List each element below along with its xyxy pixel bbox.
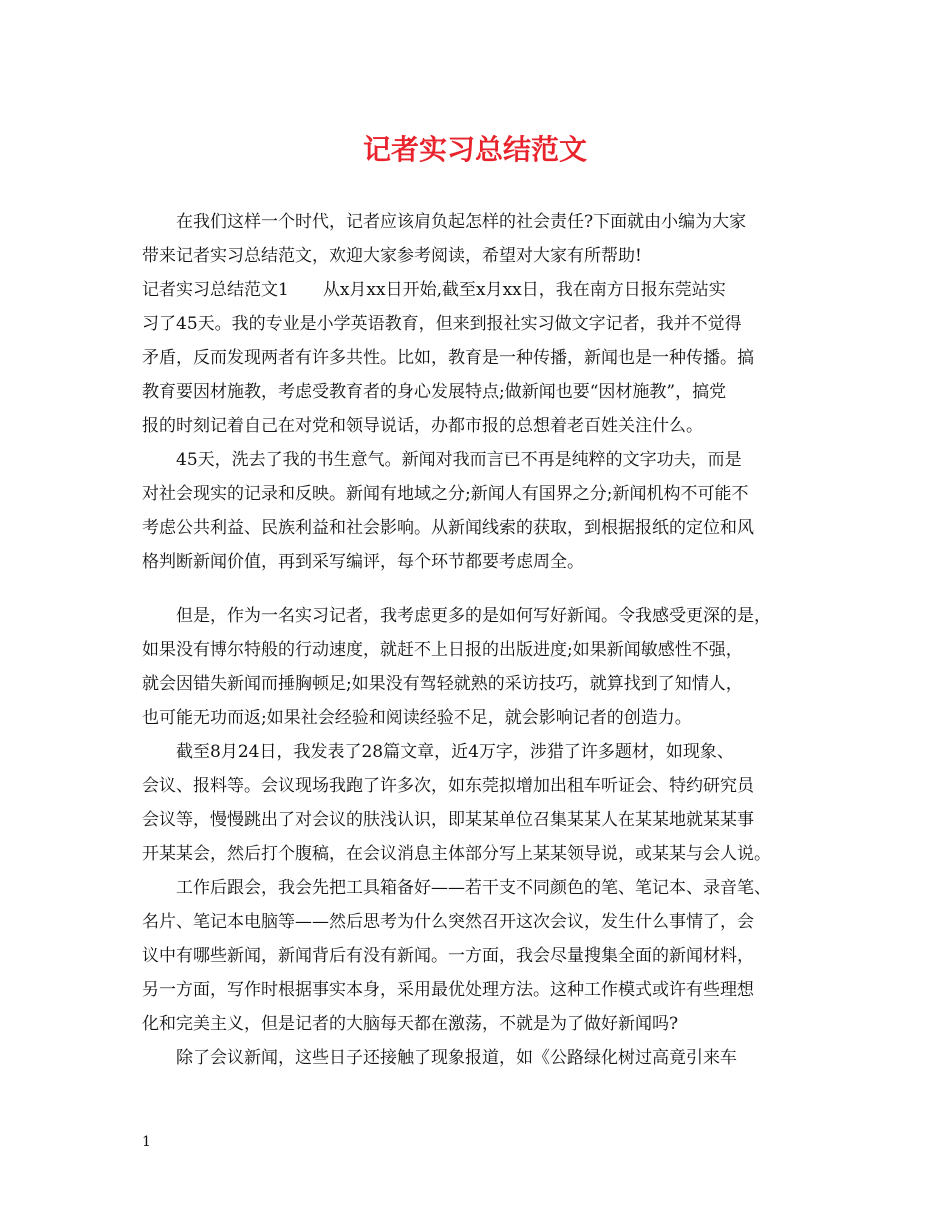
- text-line: 教育要因材施教，考虑受教育者的身心发展特点;做新闻也要“因材施教”，搞党: [142, 382, 727, 402]
- text-line: 会议、报料等。会议现场我跑了许多次，如东莞拟增加出租车听证会、特约研究员: [142, 776, 754, 796]
- text-line: 考虑公共利益、民族利益和社会影响。从新闻线索的获取，到根据报纸的定位和风: [142, 518, 754, 538]
- text-line: 会议等，慢慢跳出了对会议的肤浅认识，即某某单位召集某某人在某某地就某某事: [142, 810, 754, 830]
- text-line: 也可能无功而返;如果社会经验和阅读经验不足，就会影响记者的创造力。: [142, 708, 692, 728]
- text-line: 45天，洗去了我的书生意气。新闻对我而言已不再是纯粹的文字功夫，而是: [142, 450, 742, 470]
- text-line: 就会因错失新闻而捶胸顿足;如果没有驾轻就熟的采访技巧，就算找到了知情人，: [142, 674, 743, 694]
- text-line: 开某某会，然后打个腹稿，在会议消息主体部分写上某某领导说，或某某与会人说。: [142, 844, 771, 864]
- document-title: 记者实习总结范文: [362, 133, 587, 166]
- page-number: 1: [142, 1134, 151, 1150]
- text-line: 对社会现实的记录和反映。新闻有地域之分;新闻人有国界之分;新闻机构不可能不: [142, 484, 749, 504]
- text-line: 在我们这样一个时代，记者应该肩负起怎样的社会责任?下面就由小编为大家: [142, 212, 747, 232]
- text-line: 议中有哪些新闻，新闻背后有没有新闻。一方面，我会尽量搜集全面的新闻材料，: [142, 946, 754, 966]
- text-line: 习了45天。我的专业是小学英语教育，但来到报社实习做文字记者，我并不觉得: [142, 314, 742, 334]
- text-line: 带来记者实习总结范文，欢迎大家参考阅读，希望对大家有所帮助!: [142, 246, 642, 266]
- text-line: 但是，作为一名实习记者，我考虑更多的是如何写好新闻。令我感受更深的是，: [142, 606, 771, 626]
- text-line: 记者实习总结范文1 从x月xx日开始,截至x月xx日，我在南方日报东莞站实: [142, 280, 726, 300]
- text-line: 另一方面，写作时根据事实本身，采用最优处理方法。这种工作模式或许有些理想: [142, 980, 754, 1000]
- text-line: 截至8月24日，我发表了28篇文章，近4万字，涉猎了许多题材，如现象、: [142, 742, 734, 762]
- text-line: 如果没有博尔特般的行动速度，就赶不上日报的出版进度;如果新闻敏感性不强，: [142, 640, 743, 660]
- text-line: 报的时刻记着自己在对党和领导说话，办都市报的总想着老百姓关注什么。: [142, 416, 703, 436]
- text-line: 工作后跟会，我会先把工具箱备好——若干支不同颜色的笔、笔记本、录音笔、: [142, 878, 771, 898]
- text-line: 化和完美主义，但是记者的大脑每天都在激荡，不就是为了做好新闻吗?: [142, 1014, 679, 1034]
- text-line: 矛盾，反而发现两者有许多共性。比如，教育是一种传播，新闻也是一种传播。搞: [142, 348, 754, 368]
- text-line: 除了会议新闻，这些日子还接触了现象报道，如《公路绿化树过高竟引来车: [142, 1048, 737, 1068]
- text-line: 名片、笔记本电脑等——然后思考为什么突然召开这次会议，发生什么事情了，会: [142, 912, 754, 932]
- text-line: 格判断新闻价值，再到采写编评，每个环节都要考虑周全。: [142, 552, 584, 572]
